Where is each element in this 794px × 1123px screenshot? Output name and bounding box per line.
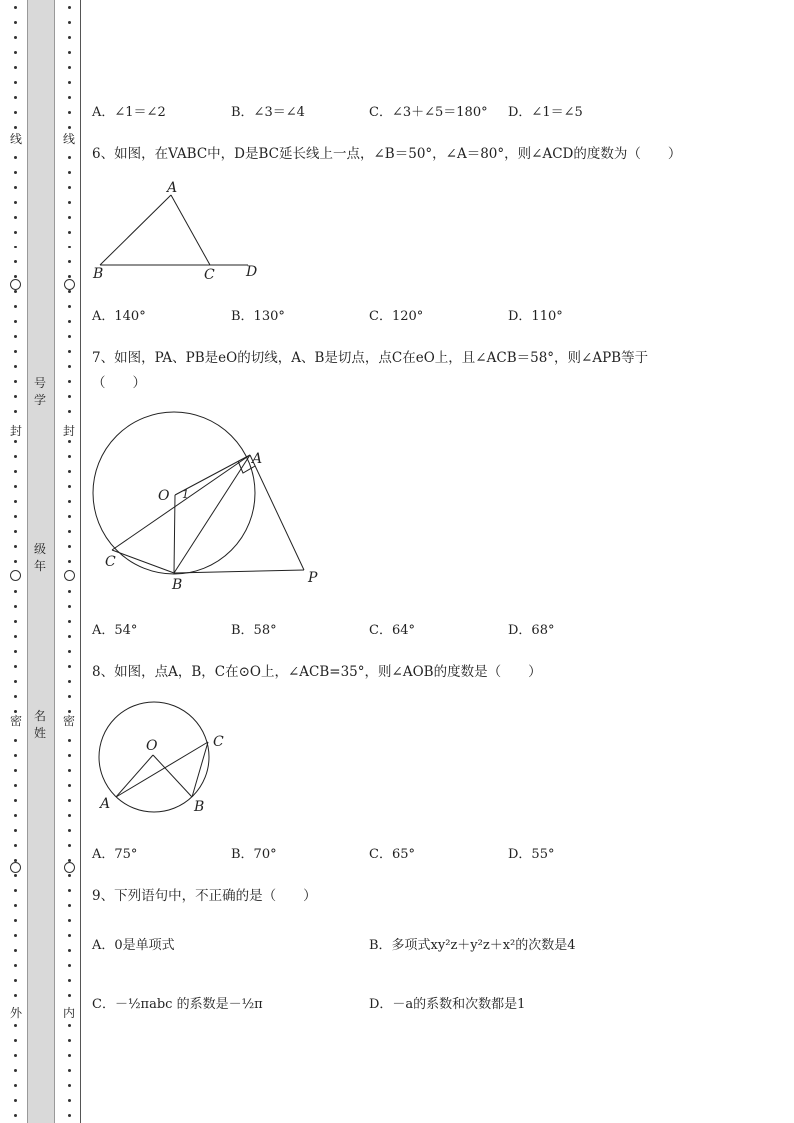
binding-dot [68, 156, 71, 159]
binding-dot [68, 51, 71, 54]
binding-dot [14, 335, 17, 338]
binding-dot [68, 21, 71, 24]
q7-label-b: B [172, 577, 183, 593]
binding-dot [68, 934, 71, 937]
binding-dot [68, 500, 71, 503]
binding-dot [68, 320, 71, 323]
binding-dot [68, 844, 71, 847]
binding-dot [68, 246, 71, 249]
q6-triangle-figure [92, 178, 262, 283]
field-student-id [33, 375, 47, 409]
binding-dot [14, 754, 17, 757]
binding-dot [14, 440, 17, 443]
binding-dot [14, 380, 17, 383]
binding-dot [14, 560, 17, 563]
binding-dot [14, 186, 17, 189]
binding-dot [68, 829, 71, 832]
binding-dot [68, 814, 71, 817]
field-char: 名 [33, 709, 46, 723]
binding-dot [68, 784, 71, 787]
binding-dot [68, 739, 71, 742]
field-char: 号 [33, 376, 46, 390]
q9-option-c: C．－½πabc 的系数是－½π [92, 997, 263, 1012]
inner-label-xian: 线 [62, 132, 75, 146]
q6-stem: 6、如图，在VABC中，D是BC延长线上一点，∠B＝50°，∠A＝80°，则∠ACD的度数为（ ） [92, 146, 682, 162]
binding-dot [68, 171, 71, 174]
binding-dot [68, 231, 71, 234]
binding-dot [14, 874, 17, 877]
inner-label-mi: 密 [62, 714, 75, 728]
binding-dot [68, 36, 71, 39]
binding-dot [14, 515, 17, 518]
inner-label-nei: 内 [62, 1006, 75, 1020]
field-char: 姓 [33, 726, 46, 740]
binding-dot [68, 560, 71, 563]
binding-dot [68, 395, 71, 398]
field-char: 级 [33, 542, 46, 556]
binding-dot [68, 545, 71, 548]
q8-label-a: A [100, 796, 111, 812]
binding-dot [14, 1024, 17, 1027]
binding-dot [14, 290, 17, 293]
binding-dot [68, 949, 71, 952]
binding-dot [68, 305, 71, 308]
binding-dot [68, 260, 71, 263]
q5-option-d: D．∠1＝∠5 [508, 105, 583, 120]
q8-option-b: B．70° [231, 847, 277, 862]
binding-dot [14, 36, 17, 39]
binding-dot [14, 320, 17, 323]
q5-option-a: A．∠1＝∠2 [92, 105, 166, 120]
q7-label-a: A [252, 451, 263, 467]
binding-dot [14, 994, 17, 997]
binding-dot [68, 485, 71, 488]
binding-dot [68, 1039, 71, 1042]
binding-dot [14, 500, 17, 503]
inner-circle-mark [64, 279, 75, 290]
binding-dot [14, 201, 17, 204]
q9-option-a: A．0是单项式 [92, 938, 175, 953]
binding-dot [14, 1039, 17, 1042]
binding-dot [14, 171, 17, 174]
binding-dot [68, 680, 71, 683]
q8-label-b: B [194, 799, 205, 815]
binding-dot [68, 919, 71, 922]
binding-dot [14, 81, 17, 84]
binding-dot [14, 231, 17, 234]
outer-label-wai: 外 [9, 1006, 22, 1020]
svg-text:1: 1 [182, 488, 189, 501]
binding-dot [68, 650, 71, 653]
binding-dot [14, 305, 17, 308]
field-name [33, 708, 47, 742]
q5-option-b: B．∠3＝∠4 [231, 105, 305, 120]
outer-label-feng: 封 [9, 424, 22, 438]
q8-stem: 8、如图，点A，B，C在⊙O上，∠ACB=35°，则∠AOB的度数是（ ） [92, 664, 542, 680]
binding-dot [14, 919, 17, 922]
binding-dot [14, 1069, 17, 1072]
q8-option-d: D．55° [508, 847, 555, 862]
inner-circle-mark [64, 570, 75, 581]
inner-label-feng: 封 [62, 424, 75, 438]
binding-dot [14, 395, 17, 398]
binding-dot [14, 66, 17, 69]
binding-dot [14, 455, 17, 458]
binding-dot [68, 440, 71, 443]
binding-dot [14, 1099, 17, 1102]
binding-dot [14, 275, 17, 278]
binding-dot [68, 380, 71, 383]
binding-dot [14, 545, 17, 548]
binding-dot [68, 964, 71, 967]
binding-dot [14, 590, 17, 593]
binding-dot [14, 680, 17, 683]
binding-dot [68, 590, 71, 593]
binding-dot [68, 1054, 71, 1057]
q7-label-o: O [158, 488, 170, 504]
q8-option-a: A．75° [92, 847, 138, 862]
outer-circle-mark [10, 279, 21, 290]
binding-dot [68, 66, 71, 69]
field-grade [33, 541, 47, 575]
binding-dot [68, 126, 71, 129]
q6-option-b: B．130° [231, 309, 285, 324]
field-char: 学 [33, 393, 46, 407]
q6-option-d: D．110° [508, 309, 563, 324]
binding-dot [68, 605, 71, 608]
binding-dot [14, 949, 17, 952]
q6-label-b: B [93, 266, 104, 282]
q5-option-c: C．∠3＋∠5＝180° [369, 105, 488, 120]
q9-stem: 9、下列语句中，不正确的是（ ） [92, 888, 317, 904]
q9-option-d: D．－a的系数和次数都是1 [369, 997, 526, 1012]
outer-label-xian: 线 [9, 132, 22, 146]
binding-dot [68, 620, 71, 623]
binding-dot [14, 470, 17, 473]
binding-dot [68, 889, 71, 892]
binding-dot [68, 275, 71, 278]
binding-dot [68, 201, 71, 204]
binding-dot [14, 665, 17, 668]
binding-dot [14, 844, 17, 847]
field-char: 年 [33, 559, 46, 573]
binding-dot [14, 156, 17, 159]
binding-dot [14, 530, 17, 533]
binding-dot [68, 799, 71, 802]
q8-circle-figure [92, 700, 242, 820]
binding-dot [14, 695, 17, 698]
binding-dot [68, 81, 71, 84]
outer-circle-mark [10, 862, 21, 873]
q8-label-c: C [213, 734, 224, 750]
binding-dot [68, 769, 71, 772]
binding-dot [68, 1114, 71, 1117]
outer-circle-mark [10, 570, 21, 581]
binding-dot [14, 964, 17, 967]
binding-dot [68, 216, 71, 219]
binding-dot [68, 665, 71, 668]
q6-label-d: D [246, 264, 258, 280]
binding-dot [68, 470, 71, 473]
binding-dot [14, 784, 17, 787]
binding-dot [68, 290, 71, 293]
binding-dot [14, 6, 17, 9]
q7-tangent-figure [92, 405, 332, 595]
binding-dot [68, 1084, 71, 1087]
binding-dot [68, 350, 71, 353]
binding-dot [14, 799, 17, 802]
binding-dot [14, 126, 17, 129]
binding-dot [68, 455, 71, 458]
q7-label-c: C [105, 554, 116, 570]
binding-dot [14, 1114, 17, 1117]
binding-dot [14, 1084, 17, 1087]
binding-dot [14, 260, 17, 263]
binding-dot [68, 96, 71, 99]
inner-circle-mark [64, 862, 75, 873]
binding-dot [14, 96, 17, 99]
q9-option-b: B．多项式xy²z＋y²z＋x²的次数是4 [369, 938, 576, 953]
binding-dot [68, 335, 71, 338]
margin-edge-line [80, 0, 81, 1123]
binding-dot [14, 979, 17, 982]
binding-dot [14, 620, 17, 623]
q7-label-p: P [308, 570, 318, 586]
q6-option-c: C．120° [369, 309, 424, 324]
binding-dot [14, 650, 17, 653]
binding-dot [14, 889, 17, 892]
q7-option-a: A．54° [92, 623, 138, 638]
binding-dot [14, 904, 17, 907]
binding-dot [68, 1099, 71, 1102]
q7-option-c: C．64° [369, 623, 415, 638]
binding-dot [14, 814, 17, 817]
binding-dot [68, 530, 71, 533]
binding-dot [68, 1024, 71, 1027]
binding-margin [0, 0, 82, 1123]
binding-dot [14, 350, 17, 353]
binding-dot [14, 635, 17, 638]
binding-dot [14, 51, 17, 54]
binding-dot [14, 216, 17, 219]
inner-dotted-line [63, 0, 75, 1123]
q8-option-c: C．65° [369, 847, 415, 862]
binding-dot [14, 934, 17, 937]
binding-dot [14, 365, 17, 368]
binding-dot [68, 994, 71, 997]
binding-dot [14, 410, 17, 413]
binding-dot [68, 186, 71, 189]
q6-label-c: C [204, 267, 215, 283]
binding-dot [14, 111, 17, 114]
binding-dot [68, 904, 71, 907]
binding-dot [68, 410, 71, 413]
q8-label-o: O [146, 738, 158, 754]
q6-option-a: A．140° [92, 309, 146, 324]
binding-dot [68, 754, 71, 757]
binding-dot [14, 1054, 17, 1057]
binding-dot [68, 365, 71, 368]
binding-dot [68, 874, 71, 877]
binding-dot [14, 769, 17, 772]
binding-dot [14, 485, 17, 488]
binding-dot [14, 605, 17, 608]
binding-dot [14, 21, 17, 24]
binding-dot [14, 246, 17, 249]
binding-dot [68, 515, 71, 518]
binding-dot [68, 979, 71, 982]
q7-option-b: B．58° [231, 623, 277, 638]
binding-dot [14, 739, 17, 742]
binding-dot [68, 695, 71, 698]
binding-dot [68, 6, 71, 9]
q6-label-a: A [167, 180, 178, 196]
binding-dot [14, 829, 17, 832]
binding-dot [68, 1069, 71, 1072]
outer-label-mi: 密 [9, 714, 22, 728]
binding-dot [68, 111, 71, 114]
outer-dotted-line [9, 0, 21, 1123]
q7-option-d: D．68° [508, 623, 555, 638]
q7-stem: 7、如图，PA、PB是eO的切线，A、B是切点，点C在eO上，且∠ACB＝58°，则∠APB等于 [92, 350, 649, 366]
q7-stem-paren: （ ） [92, 375, 146, 391]
binding-dot [68, 635, 71, 638]
